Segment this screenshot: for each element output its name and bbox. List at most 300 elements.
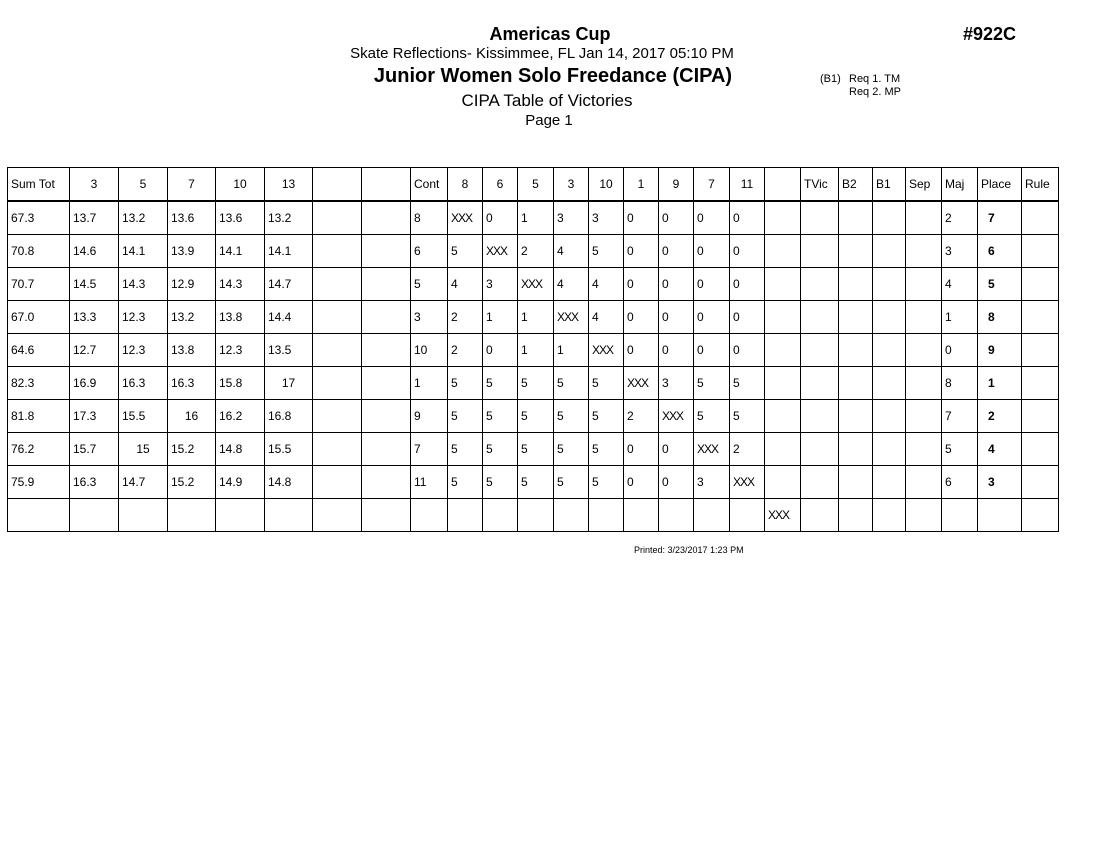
column-header: 5 [119,168,168,202]
table-cell: 5 [518,466,554,499]
table-cell: 8 [942,367,978,400]
table-cell: 70.8 [8,235,70,268]
table-cell [839,268,873,301]
table-cell: 5 [589,235,624,268]
table-row [8,433,1059,466]
column-header: 5 [518,168,554,202]
table-cell: 0 [483,334,518,367]
column-header: 10 [589,168,624,202]
table-cell [906,235,942,268]
table-cell: 0 [730,235,765,268]
table-cell: 5 [694,367,730,400]
table-cell: 6 [942,466,978,499]
column-header: 3 [554,168,589,202]
table-cell: 5 [730,367,765,400]
excluded-cell: XXX [624,367,659,400]
table-cell [448,499,483,532]
table-cell [801,466,839,499]
table-row [8,466,1059,499]
table-cell: 0 [730,301,765,334]
table-cell [801,235,839,268]
table-cell [362,201,411,235]
table-cell [765,235,801,268]
table-cell [873,466,906,499]
table-cell: 16.3 [119,367,168,400]
column-header: 13 [265,168,313,202]
venue-line: Skate Reflections- Kissimmee, FL Jan 14, 2017 05:10 PM [350,45,734,62]
table-cell [839,433,873,466]
table-cell: 16 [168,400,216,433]
table-cell: 9 [411,400,448,433]
table-cell: 10 [411,334,448,367]
event-title: Americas Cup [489,24,611,44]
table-cell: 2 [942,201,978,235]
table-cell: 5 [942,433,978,466]
victories-table [7,167,1059,532]
table-cell [873,268,906,301]
excluded-cell: XXX [694,433,730,466]
table-cell [942,499,978,532]
table-cell [483,499,518,532]
table-cell: 3 [659,367,694,400]
table-cell: 15.5 [265,433,313,466]
place-cell: 1 [978,367,1022,400]
table-cell: 15.5 [119,400,168,433]
table-cell: 0 [659,301,694,334]
table-cell: 4 [589,268,624,301]
table-cell: 0 [694,235,730,268]
table-cell: 1 [483,301,518,334]
table-cell: 5 [483,400,518,433]
table-cell: 5 [730,400,765,433]
table-cell: 5 [554,367,589,400]
table-cell [589,499,624,532]
excluded-cell: XXX [765,499,801,532]
excluded-cell: XXX [554,301,589,334]
table-cell: 7 [411,433,448,466]
table-cell: 0 [624,334,659,367]
table-cell: 5 [589,433,624,466]
table-cell: 14.1 [216,235,265,268]
table-cell: 16.8 [265,400,313,433]
table-cell: 0 [624,201,659,235]
table-cell [313,201,362,235]
table-cell [1022,301,1059,334]
table-cell: 13.9 [168,235,216,268]
table-cell: 0 [659,433,694,466]
table-body [8,201,1059,532]
table-cell [873,433,906,466]
table-cell: 14.3 [216,268,265,301]
table-cell [839,201,873,235]
table-cell [801,201,839,235]
table-cell: 5 [518,433,554,466]
table-cell: 70.7 [8,268,70,301]
table-cell: 16.2 [216,400,265,433]
table-cell [906,301,942,334]
table-cell: 13.6 [168,201,216,235]
table-cell: 5 [448,367,483,400]
table-cell: 13.2 [265,201,313,235]
table-cell [1022,367,1059,400]
table-cell: 12.3 [119,334,168,367]
table-cell: 14.3 [119,268,168,301]
table-cell [1022,201,1059,235]
table-cell [313,268,362,301]
table-cell: 14.6 [70,235,119,268]
table-cell [801,334,839,367]
table-cell [906,400,942,433]
table-cell: 14.7 [119,466,168,499]
requirements-tag: (B1) [820,73,841,85]
place-cell: 6 [978,235,1022,268]
table-cell [313,433,362,466]
table-cell [730,499,765,532]
table-cell: 0 [659,466,694,499]
table-cell [70,499,119,532]
table-cell: 0 [730,334,765,367]
table-cell [801,268,839,301]
table-cell: 0 [694,268,730,301]
table-cell [313,466,362,499]
table-cell: 2 [624,400,659,433]
table-cell: 13.3 [70,301,119,334]
table-cell [906,201,942,235]
column-header [362,168,411,202]
table-cell: 81.8 [8,400,70,433]
table-cell: 17 [265,367,313,400]
table-cell: 5 [448,235,483,268]
table-cell: 5 [554,466,589,499]
table-cell: 1 [411,367,448,400]
column-header: TVic [801,168,839,202]
table-cell: 12.7 [70,334,119,367]
column-header: 11 [730,168,765,202]
table-cell: 0 [624,433,659,466]
table-cell [906,433,942,466]
column-header: 8 [448,168,483,202]
table-cell: 82.3 [8,367,70,400]
table-row [8,235,1059,268]
table-cell [624,499,659,532]
table-cell: 4 [554,268,589,301]
table-cell [801,367,839,400]
table-cell: 0 [659,268,694,301]
table-cell [765,400,801,433]
header-row [8,168,1059,202]
table-cell: 64.6 [8,334,70,367]
table-cell [313,334,362,367]
table-cell: 1 [518,301,554,334]
table-cell [765,367,801,400]
table-cell [906,367,942,400]
table-cell [873,334,906,367]
table-row [8,301,1059,334]
table-cell [839,499,873,532]
table-cell [1022,400,1059,433]
table-cell [1022,268,1059,301]
table-cell: 3 [589,201,624,235]
table-cell: 13.7 [70,201,119,235]
table-cell: 15.8 [216,367,265,400]
table-cell: 11 [411,466,448,499]
column-header: 6 [483,168,518,202]
table-cell: 15.7 [70,433,119,466]
table-cell [765,201,801,235]
table-cell: 3 [694,466,730,499]
table-cell [362,433,411,466]
table-cell [801,499,839,532]
column-header: B2 [839,168,873,202]
excluded-cell: XXX [518,268,554,301]
table-cell: 1 [554,334,589,367]
table-cell: 14.8 [265,466,313,499]
table-cell [839,400,873,433]
column-header: 7 [168,168,216,202]
table-cell: 5 [448,433,483,466]
table-cell: 4 [942,268,978,301]
table-cell: 15.2 [168,433,216,466]
table-cell: 13.2 [119,201,168,235]
table-cell [906,334,942,367]
table-cell: 0 [659,235,694,268]
table-cell [362,400,411,433]
table-cell [906,268,942,301]
table-cell: 3 [554,201,589,235]
table-cell [873,301,906,334]
table-cell: 0 [624,235,659,268]
table-cell: 67.0 [8,301,70,334]
table-cell [362,466,411,499]
table-cell: 0 [942,334,978,367]
table-cell: 1 [942,301,978,334]
table-cell: 75.9 [8,466,70,499]
table-cell: 13.2 [168,301,216,334]
table-cell [694,499,730,532]
table-cell [765,433,801,466]
table-cell: 5 [518,367,554,400]
table-cell [873,201,906,235]
column-header: Sep [906,168,942,202]
table-cell: 0 [730,268,765,301]
table-cell [1022,433,1059,466]
table-cell: 13.6 [216,201,265,235]
table-header [8,168,1059,202]
table-cell: 6 [411,235,448,268]
table-cell: 15.2 [168,466,216,499]
table-cell [765,466,801,499]
table-cell [313,400,362,433]
table-cell: 0 [483,201,518,235]
table-cell [362,334,411,367]
table-cell [659,499,694,532]
table-cell [119,499,168,532]
table-cell: 7 [942,400,978,433]
table-cell [313,235,362,268]
table-cell [1022,334,1059,367]
table-cell: 67.3 [8,201,70,235]
table-cell [873,367,906,400]
table-cell: 5 [483,433,518,466]
table-cell: 15 [119,433,168,466]
table-cell [1022,499,1059,532]
table-cell: 16.3 [168,367,216,400]
page-number: Page 1 [525,112,573,129]
printed-timestamp: Printed: 3/23/2017 1:23 PM [634,545,744,555]
table-row [8,334,1059,367]
table-cell: 5 [589,466,624,499]
table-row [8,400,1059,433]
table-cell [801,400,839,433]
table-cell: 16.9 [70,367,119,400]
table-cell: 13.5 [265,334,313,367]
table-cell [906,466,942,499]
table-cell: 14.7 [265,268,313,301]
place-cell [978,499,1022,532]
excluded-cell: XXX [659,400,694,433]
table-cell: 5 [589,400,624,433]
table-cell: 12.3 [119,301,168,334]
table-cell [1022,235,1059,268]
table-cell: 3 [411,301,448,334]
table-row [8,201,1059,235]
table-cell: 4 [554,235,589,268]
column-header: 7 [694,168,730,202]
table-cell: 0 [694,201,730,235]
column-header: 1 [624,168,659,202]
column-header: 10 [216,168,265,202]
table-cell: 1 [518,201,554,235]
excluded-cell: XXX [483,235,518,268]
column-header: Maj [942,168,978,202]
table-cell: 14.1 [265,235,313,268]
table-cell [554,499,589,532]
table-subtitle: CIPA Table of Victories [461,91,633,110]
table-cell: 5 [448,466,483,499]
table-cell: 5 [448,400,483,433]
table-cell [313,367,362,400]
table-cell [362,367,411,400]
table-cell [168,499,216,532]
column-header: B1 [873,168,906,202]
excluded-cell: XXX [730,466,765,499]
event-number: #922C [963,24,1017,44]
event-name: Junior Women Solo Freedance (CIPA) [373,65,733,87]
table-row [8,268,1059,301]
table-cell [873,499,906,532]
column-header: 3 [70,168,119,202]
table-cell [839,367,873,400]
table-cell: 12.9 [168,268,216,301]
table-cell [265,499,313,532]
table-row [8,499,1059,532]
column-header: Rule [1022,168,1059,202]
table-cell [839,301,873,334]
table-cell: 12.3 [216,334,265,367]
table-cell: 3 [942,235,978,268]
table-cell [765,268,801,301]
table-cell [518,499,554,532]
table-cell: 2 [730,433,765,466]
table-cell: 5 [518,400,554,433]
table-cell [873,235,906,268]
table-cell: 8 [411,201,448,235]
table-cell: 14.4 [265,301,313,334]
table-cell [801,433,839,466]
table-cell: 2 [448,301,483,334]
table-cell [313,301,362,334]
table-cell [1022,466,1059,499]
table-cell: 76.2 [8,433,70,466]
table-row [8,367,1059,400]
place-cell: 4 [978,433,1022,466]
table-cell: 3 [483,268,518,301]
table-cell: 5 [589,367,624,400]
table-cell [362,235,411,268]
table-cell [362,268,411,301]
table-cell [765,334,801,367]
table-cell: 14.9 [216,466,265,499]
table-cell: 0 [694,301,730,334]
table-cell [873,400,906,433]
place-cell: 9 [978,334,1022,367]
table-cell: 5 [554,433,589,466]
table-cell: 0 [659,334,694,367]
table-cell: 14.1 [119,235,168,268]
table-cell [362,499,411,532]
table-cell: 2 [518,235,554,268]
place-cell: 8 [978,301,1022,334]
place-cell: 3 [978,466,1022,499]
table-cell: 5 [554,400,589,433]
table-cell [839,334,873,367]
column-header: 9 [659,168,694,202]
table-cell: 5 [483,466,518,499]
place-cell: 5 [978,268,1022,301]
table-cell [362,301,411,334]
table-cell: 0 [624,466,659,499]
table-cell: 0 [659,201,694,235]
place-cell: 7 [978,201,1022,235]
table-cell: 4 [448,268,483,301]
table-cell: 0 [624,268,659,301]
table-cell: 5 [694,400,730,433]
column-header: Cont [411,168,448,202]
table-cell: 13.8 [168,334,216,367]
requirement-line-1: Req 1. TM [849,73,901,85]
table-cell: 0 [694,334,730,367]
excluded-cell: XXX [589,334,624,367]
table-cell: 0 [624,301,659,334]
excluded-cell: XXX [448,201,483,235]
table-cell: 5 [411,268,448,301]
table-cell [216,499,265,532]
table-cell: 4 [589,301,624,334]
table-cell [411,499,448,532]
requirement-line-2: Req 2. MP [849,86,901,98]
column-header: Place [978,168,1022,202]
column-header [765,168,801,202]
table-cell: 14.5 [70,268,119,301]
table-cell [839,235,873,268]
table-cell: 17.3 [70,400,119,433]
place-cell: 2 [978,400,1022,433]
table-cell [839,466,873,499]
table-cell: 5 [483,367,518,400]
column-header: Sum Tot [8,168,70,202]
table-cell: 16.3 [70,466,119,499]
table-cell: 1 [518,334,554,367]
